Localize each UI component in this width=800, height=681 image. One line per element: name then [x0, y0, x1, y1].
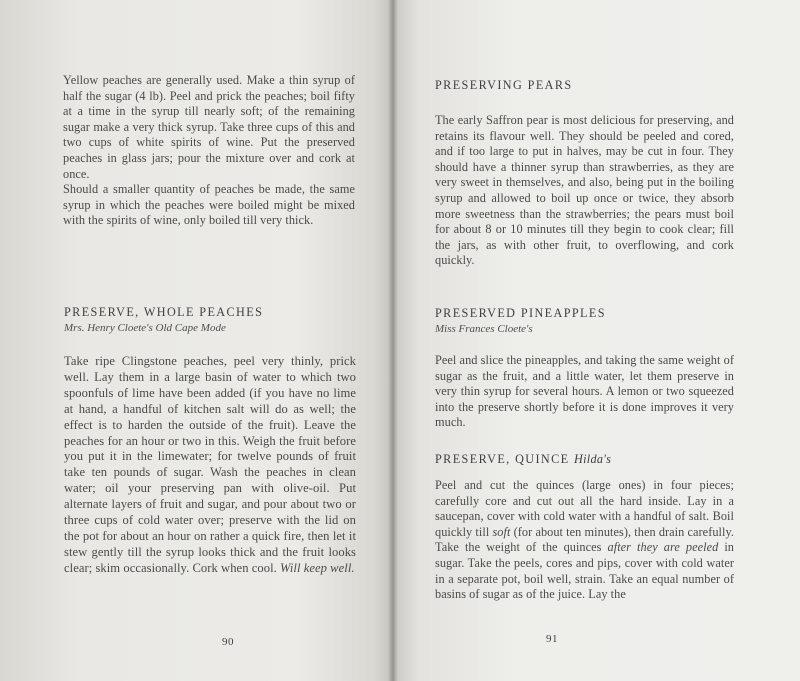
pineapples-heading: PRESERVED PINEAPPLES	[435, 306, 606, 320]
whole-peaches-attribution: Mrs. Henry Cloete's Old Cape Mode	[64, 322, 226, 334]
pears-body: The early Saffron pear is most delicious for preserving, and retains its flavour well. They should be peeled and cored, and if too large to put in halves, may be cut in four. They should have a thinner syrup than strawberries, as they are very sweet in themselves, and also, being put in the boiling syrup and allowed to boil up once or twice, they absorb more sweetness than the strawberries; the pears must boil for about 8 or 10 minutes till they begin to cook clear; fill the jars, as with other fruit, to overflowing, and cork quickly.	[435, 113, 734, 268]
right-page	[394, 0, 800, 681]
quince-body-part-1: Peel and cut the quinces (large ones) in four pieces; carefully core and cut out all the hard inside. Lay in a saucepan, cover with cold water with a handful of salt. Boil quickly till	[435, 478, 734, 539]
page-number-right: 91	[546, 633, 558, 645]
quince-body-soft: soft	[492, 524, 511, 539]
pineapples-body: Peel and slice the pineapples, and taking the same weight of sugar as the fruit, and a little water, let them preserve in very thin syrup for several hours. A lemon or two squeezed into the preserve shortly before it is done improves it very much.	[435, 353, 734, 430]
quince-heading	[435, 452, 734, 467]
quince-body	[435, 478, 734, 603]
whole-peaches-note: Will keep well.	[280, 560, 355, 575]
quince-section	[435, 452, 734, 603]
quince-body-after-peeled: after they are peeled	[607, 540, 719, 555]
pineapples-attribution: Miss Frances Cloete's	[435, 323, 533, 335]
quince-body-part-2: (for about ten minutes), then drain carefully. Take the weight of the quinces	[435, 524, 734, 555]
peach-intro-section	[63, 73, 355, 229]
peach-smaller-quantity-paragraph: Should a smaller quantity of peaches be made, the same syrup in which the peaches were boiled might be mixed with the spirits of wine, only boiled till very thick.	[63, 182, 355, 228]
whole-peaches-body	[64, 354, 356, 577]
left-page	[0, 0, 394, 681]
whole-peaches-body-text: Take ripe Clingstone peaches, peel very thinly, prick well. Lay them in a large basin of water to which two spoonfuls of lime have been added (if you have no lime at hand, a handful of kitchen salt will do as well; the effect is to harden the outside of the fruit). Leave the peaches for an hour or two in this. Weigh the fruit before you put it in the limewater; for twelve pounds of fruit take ten pounds of sugar. Wash the peaches in clean water; oil your preserving pan with olive-oil. Put alternate layers of fruit and sugar, and pour about two or three cups of cold water over; preserve with the lid on the pot for about an hour on rather a quick fire, then let it stew gently till the syrup looks thick and the fruit looks clear; skim occasionally. Cork when cool.	[64, 354, 356, 575]
whole-peaches-heading: PRESERVE, WHOLE PEACHES	[64, 305, 264, 319]
quince-heading-attribution: Hilda's	[573, 452, 612, 466]
pears-section	[435, 78, 734, 269]
whole-peaches-section	[64, 305, 356, 577]
page-number-left: 90	[222, 636, 234, 648]
peach-intro-paragraph: Yellow peaches are generally used. Make a thin syrup of half the sugar (4 lb). Peel and prick the peaches; boil fifty at a time in the syrup till nearly soft; of the remaining sugar make a very thick syrup. Take three cups of this and two cups of white spirits of wine. Put the preserved peaches in glass jars; pour the mixture over and cork at once.	[63, 73, 355, 181]
pears-heading: PRESERVING PEARS	[435, 78, 573, 92]
pineapples-section	[435, 306, 734, 431]
quince-body-part-3: in sugar. Take the peels, cores and pips, cover with cold water in a separate pot, boil well, strain. Take an equal number of basins of sugar as of the juice. Lay the	[435, 540, 734, 602]
book-gutter	[388, 0, 398, 681]
quince-heading-title: PRESERVE, QUINCE	[435, 452, 570, 466]
